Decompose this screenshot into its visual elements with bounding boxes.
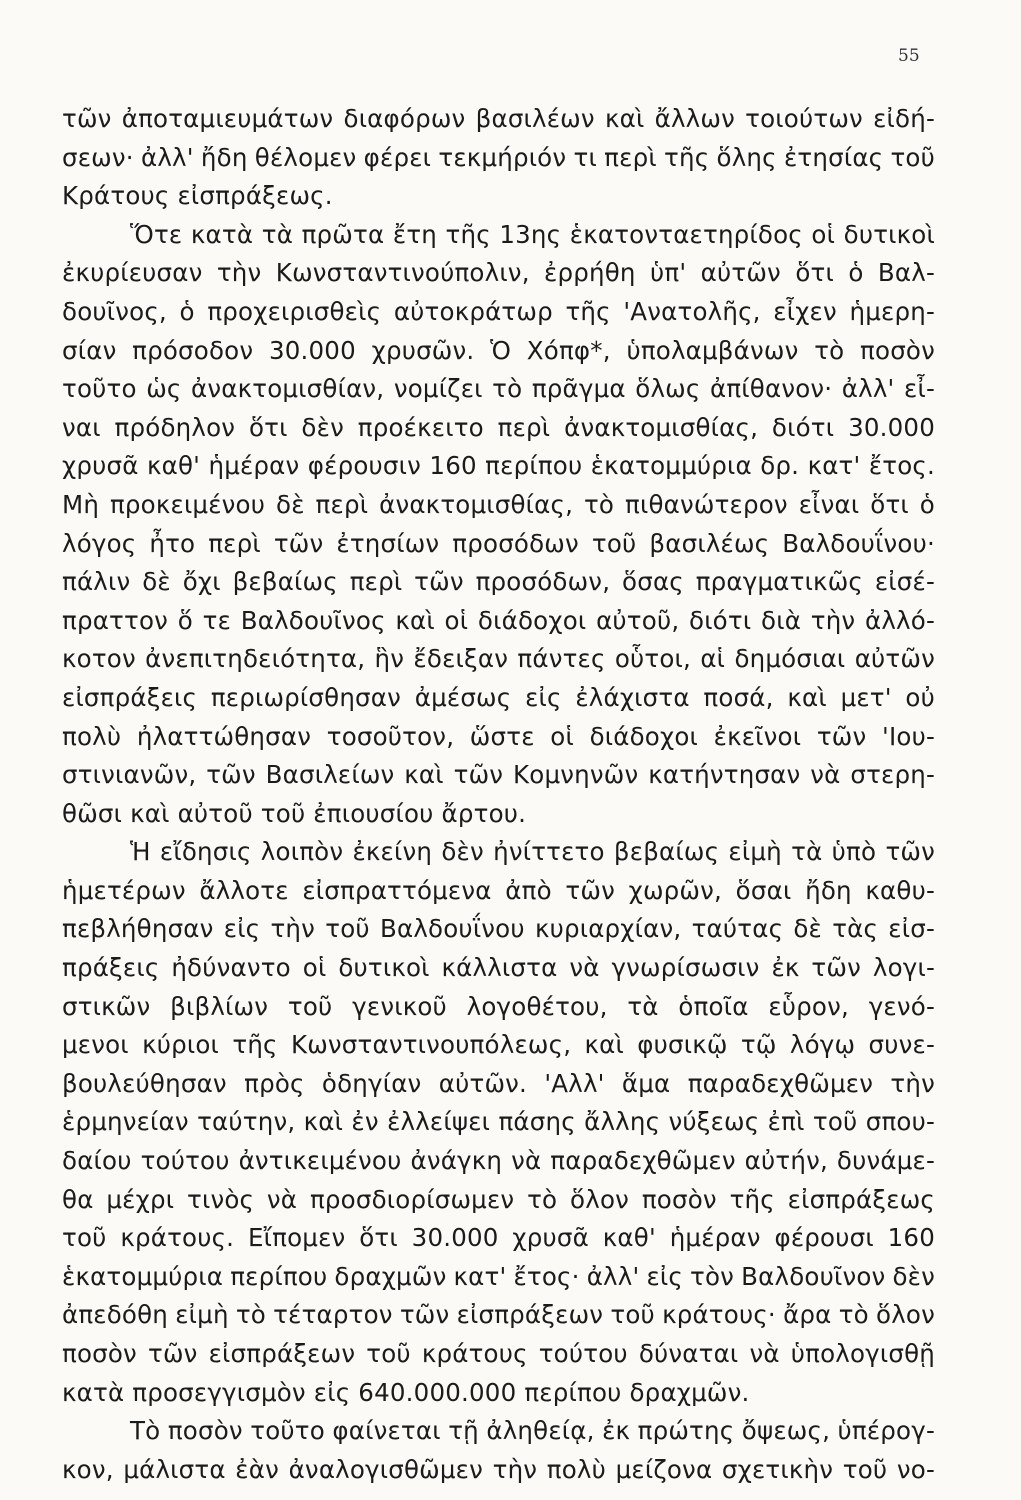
text-line-content: κατὰ προσεγγισμὸν εἰς 640.000.000 περίπου δραχμῶν. <box>62 1377 750 1407</box>
text-line <box>0 1142 1021 1181</box>
text-line-content: ναι πρόδηλον ὅτι δὲν προέκειτο περὶ ἀνακτομισθίας, διότι 30.000 <box>62 412 935 442</box>
text-line-content: πραττον ὅ τε Βαλδουῖνος καὶ οἱ διάδοχοι αὐτοῦ, διότι διὰ τὴν ἀλλό- <box>62 605 935 635</box>
text-line-content: σίαν πρόσοδον 30.000 χρυσῶν. Ὁ Χόπφ*, ὑπολαμβάνων τὸ ποσὸν <box>62 335 935 365</box>
text-line-content: μενοι κύριοι τῆς Κωνσταντινουπόλεως, καὶ φυσικῷ τῷ λόγῳ συνε- <box>62 1030 935 1060</box>
text-line-content: πάλιν δὲ ὄχι βεβαίως περὶ τῶν προσόδων, ὅσας πραγματικῶς εἰσέ- <box>62 567 935 597</box>
text-line-content: ἐκυρίευσαν τὴν Κωνσταντινούπολιν, ἐρρήθη ὑπ' αὐτῶν ὅτι ὁ Βαλ- <box>62 258 935 288</box>
text-line <box>0 254 1021 293</box>
text-line-content: δουῖνος, ὁ προχειρισθεὶς αὐτοκράτωρ τῆς 'Ανατολῆς, εἶχεν ἡμερη- <box>62 296 935 326</box>
text-line <box>0 1335 1021 1374</box>
text-line-content: εἰσπράξεις περιωρίσθησαν ἀμέσως εἰς ἐλάχιστα ποσά, καὶ μετ' οὐ <box>62 682 935 712</box>
page-number: 55 <box>898 46 920 66</box>
text-line <box>0 525 1021 564</box>
text-line <box>0 1374 1021 1413</box>
text-line <box>0 1065 1021 1104</box>
text-line <box>0 910 1021 949</box>
text-line <box>0 1412 1021 1451</box>
text-line-content: ἑρμηνείαν ταύτην, καὶ ἐν ἐλλείψει πάσης ἄλλης νύξεως ἐπὶ τοῦ σπου- <box>62 1107 935 1137</box>
text-line-content: σεων· ἀλλ' ἤδη θέλομεν φέρει τεκμήριόν τι περὶ τῆς ὅλης ἐτησίας τοῦ <box>62 142 935 172</box>
text-line-content: θα μέχρι τινὸς νὰ προσδιορίσωμεν τὸ ὅλον ποσὸν τῆς εἰσπράξεως <box>62 1184 935 1214</box>
text-line <box>0 756 1021 795</box>
text-line <box>0 1026 1021 1065</box>
text-line <box>0 177 1021 216</box>
text-line <box>0 949 1021 988</box>
text-line-content: Ἡ εἴδησις λοιπὸν ἐκείνη δὲν ἠνίττετο βεβαίως εἰμὴ τὰ ὑπὸ τῶν <box>130 837 935 867</box>
text-line <box>0 486 1021 525</box>
text-line <box>0 447 1021 486</box>
text-line-content: Ὅτε κατὰ τὰ πρῶτα ἔτη τῆς 13ης ἑκατονταετηρίδος οἱ δυτικοὶ <box>130 219 935 249</box>
text-line-content: χρυσᾶ καθ' ἡμέραν φέρουσιν 160 περίπου ἑκατομμύρια δρ. κατ' ἔτος. <box>62 451 935 481</box>
text-line <box>0 1451 1021 1490</box>
text-line-content: τῶν ἀποταμιευμάτων διαφόρων βασιλέων καὶ ἄλλων τοιούτων εἰδή- <box>62 104 935 133</box>
body-text <box>0 100 1021 1489</box>
text-line-content: ἀπεδόθη εἰμὴ τὸ τέταρτον τῶν εἰσπράξεων τοῦ κράτους· ἄρα τὸ ὅλον <box>62 1300 935 1330</box>
text-line-content: πολὺ ἠλαττώθησαν τοσοῦτον, ὥστε οἱ διάδοχοι ἐκεῖνοι τῶν 'Ιου- <box>62 721 935 751</box>
text-line-content: βουλεύθησαν πρὸς ὁδηγίαν αὐτῶν. 'Αλλ' ἅμα παραδεχθῶμεν τὴν <box>62 1068 935 1098</box>
text-line <box>0 100 1021 139</box>
text-line-content: ἑκατομμύρια περίπου δραχμῶν κατ' ἔτος· ἀλλ' εἰς τὸν Βαλδουῖνον δὲν <box>62 1261 935 1291</box>
text-line-content: τοῦ κράτους. Εἴπομεν ὅτι 30.000 χρυσᾶ καθ' ἡμέραν φέρουσι 160 <box>62 1223 935 1253</box>
text-line-content: τοῦτο ὡς ἀνακτομισθίαν, νομίζει τὸ πρᾶγμα ὅλως ἀπίθανον· ἀλλ' εἶ- <box>62 374 935 404</box>
text-line <box>0 1219 1021 1258</box>
text-line-content: Μὴ προκειμένου δὲ περὶ ἀνακτομισθίας, τὸ πιθανώτερον εἶναι ὅτι ὁ <box>62 489 935 519</box>
text-line <box>0 1258 1021 1297</box>
text-line-content: δαίου τούτου ἀντικειμένου ἀνάγκη νὰ παραδεχθῶμεν αὐτήν, δυνάμε- <box>62 1146 935 1176</box>
text-line <box>0 409 1021 448</box>
text-line <box>0 602 1021 641</box>
text-line <box>0 640 1021 679</box>
text-line <box>0 370 1021 409</box>
text-line <box>0 872 1021 911</box>
text-line <box>0 293 1021 332</box>
text-line <box>0 139 1021 178</box>
text-line <box>0 988 1021 1027</box>
text-line <box>0 1181 1021 1220</box>
text-line <box>0 679 1021 718</box>
text-line-content: κοτον ἀνεπιτηδειότητα, ἣν ἔδειξαν πάντες οὗτοι, αἱ δημόσιαι αὐτῶν <box>62 644 935 674</box>
text-line-content: ποσὸν τῶν εἰσπράξεων τοῦ κράτους τούτου δύναται νὰ ὑπολογισθῇ <box>62 1339 935 1368</box>
text-line <box>0 563 1021 602</box>
text-line-content: στικῶν βιβλίων τοῦ γενικοῦ λογοθέτου, τὰ ὁποῖα εὗρον, γενό- <box>62 991 935 1021</box>
text-line <box>0 1296 1021 1335</box>
text-line-content: θῶσι καὶ αὐτοῦ τοῦ ἐπιουσίου ἄρτου. <box>62 798 527 828</box>
text-line <box>0 718 1021 757</box>
text-line <box>0 216 1021 255</box>
text-line-content: Κράτους εἰσπράξεως. <box>62 181 333 211</box>
text-line <box>0 795 1021 834</box>
text-line <box>0 833 1021 872</box>
text-line-content: Τὸ ποσὸν τοῦτο φαίνεται τῇ ἀληθείᾳ, ἐκ πρώτης ὄψεως, ὑπέρογ- <box>130 1416 935 1446</box>
text-line <box>0 1103 1021 1142</box>
text-line-content: πεβλήθησαν εἰς τὴν τοῦ Βαλδουΐνου κυριαρχίαν, ταύτας δὲ τὰς εἰσ- <box>62 914 935 944</box>
text-line-content: λόγος ἦτο περὶ τῶν ἐτησίων προσόδων τοῦ βασιλέως Βαλδουΐνου· <box>62 528 935 558</box>
text-line-content: κον, μάλιστα ἐὰν ἀναλογισθῶμεν τὴν πολὺ μείζονα σχετικὴν τοῦ νο- <box>62 1454 935 1484</box>
text-line-content: ἡμετέρων ἄλλοτε εἰσπραττόμενα ἀπὸ τῶν χωρῶν, ὅσαι ἤδη καθυ- <box>62 875 935 905</box>
text-line-content: πράξεις ἠδύναντο οἱ δυτικοὶ κάλλιστα νὰ γνωρίσωσιν ἐκ τῶν λογι- <box>62 953 935 983</box>
text-line-content: στινιανῶν, τῶν Βασιλείων καὶ τῶν Κομνηνῶν κατήντησαν νὰ στερη- <box>62 760 935 790</box>
text-line <box>0 332 1021 371</box>
